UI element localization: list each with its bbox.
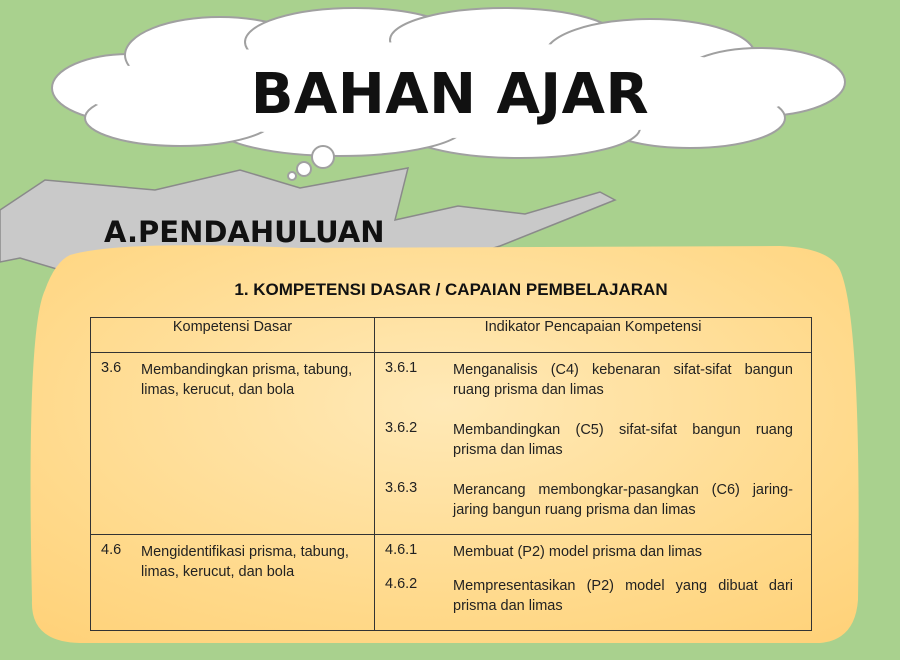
indicator-text: Membandingkan (C5) sifat-sifat bangun ruang prisma dan limas [453,422,793,458]
competency-table [90,317,812,631]
column-header-indicator: Indikator Pencapaian Kompetensi [375,318,812,353]
kd-cell [91,353,375,535]
indicator-number: 3.6.2 [385,420,418,436]
indicator-number: 4.6.2 [385,576,418,592]
indicator-item [385,542,801,562]
kd-number: 3.6 [101,360,122,376]
indicator-item [385,480,801,520]
kd-number: 4.6 [101,542,122,558]
indicator-number: 3.6.3 [385,480,418,496]
indicator-text: Menganalisis (C4) kebenaran sifat-sifat bangun ruang prisma dan limas [453,362,793,398]
indicator-number: 4.6.1 [385,542,418,558]
indicator-text: Merancang membongkar-pasangkan (C6) jaring-jaring bangun ruang prisma dan limas [453,482,793,518]
section-title: A.PENDAHULUAN [104,215,385,249]
kd-text: Mengidentifikasi prisma, tabung, limas, kerucut, dan bola [141,544,349,580]
kd-cell [91,535,375,631]
subsection-heading: 1. KOMPETENSI DASAR / CAPAIAN PEMBELAJARAN [234,280,668,299]
indicator-text: Mempresentasikan (P2) model yang dibuat dari prisma dan limas [453,578,793,614]
indicator-item [385,576,801,616]
indicator-number: 3.6.1 [385,360,418,376]
table-row [91,353,812,535]
indicator-item [385,360,801,400]
kd-text: Membandingkan prisma, tabung, limas, kerucut, dan bola [141,362,353,398]
page-title: BAHAN AJAR [250,62,650,127]
column-header-kd: Kompetensi Dasar [91,318,375,353]
indicator-text: Membuat (P2) model prisma dan limas [453,544,703,560]
indicator-cell [375,535,812,631]
indicator-item [385,420,801,460]
table-row [91,535,812,631]
indicator-cell [375,353,812,535]
table-header-row [91,318,812,353]
